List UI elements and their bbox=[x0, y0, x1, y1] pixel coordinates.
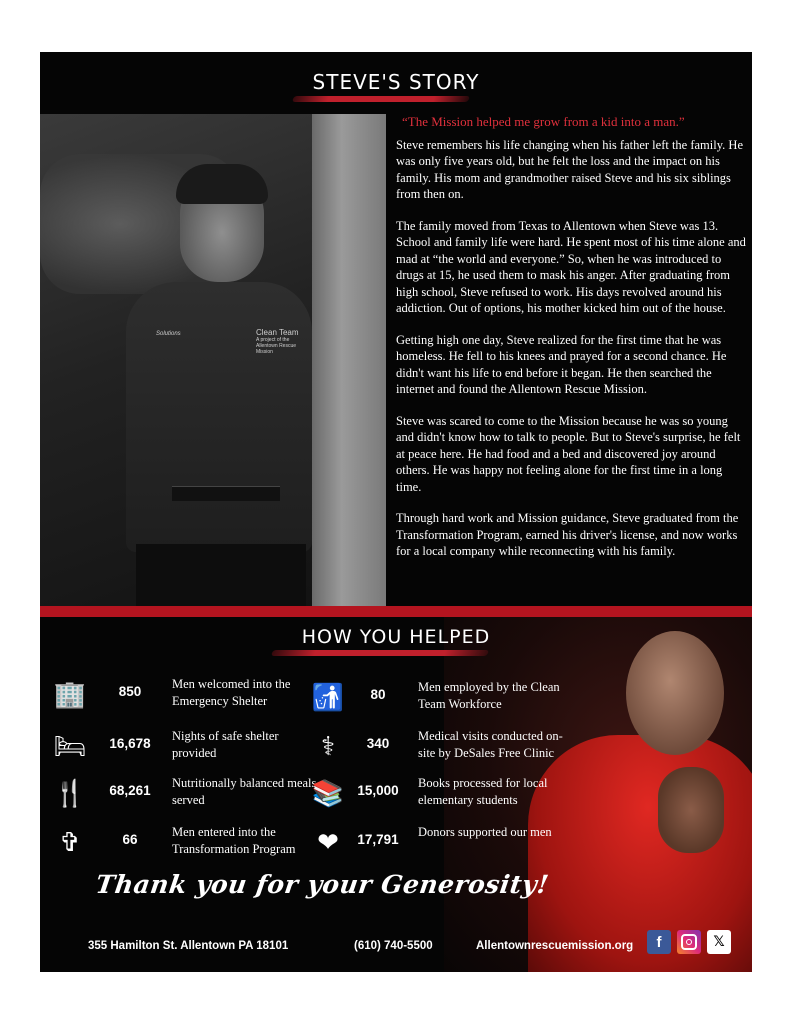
instagram-glyph bbox=[681, 934, 697, 950]
stat-description: Men employed by the Clean Team Workforce bbox=[418, 680, 560, 711]
facebook-icon[interactable]: f bbox=[647, 930, 671, 954]
stat-description: Men entered into the Transformation Program bbox=[172, 825, 296, 856]
instagram-icon[interactable] bbox=[677, 930, 701, 954]
stat-description: Men welcomed into the Emergency Shelter bbox=[172, 677, 291, 708]
bed-icon: 🛏 bbox=[53, 730, 87, 761]
stat-description: Donors supported our men bbox=[418, 825, 552, 839]
story-text bbox=[396, 114, 746, 575]
story-quote: “The Mission helped me grow from a kid into a man.” bbox=[402, 114, 685, 129]
story-paragraph: The family moved from Texas to Allentown when Steve was 13. School and family life were hard. He spent most of his time alone and mad at “the world and everyone.” So, when he was introduced to drugs at 15, he used them to mask his anger. After graduating from high school, Steve refused to work. His days revolved around his addiction. Out of options, his mother kicked him out of the house. bbox=[396, 218, 746, 315]
praying-hands bbox=[658, 767, 724, 853]
person-hair bbox=[176, 164, 268, 204]
thank-you-message: Thank you for your Generosity! bbox=[93, 870, 551, 899]
helped-underline bbox=[271, 650, 489, 656]
building-icon: 🏢 bbox=[53, 678, 87, 709]
phone-number[interactable]: (610) 740-5500 bbox=[354, 940, 433, 952]
title-underline bbox=[292, 96, 470, 102]
person-shirt bbox=[126, 282, 312, 552]
steve-photo bbox=[40, 114, 386, 606]
page-title: STEVE'S STORY bbox=[312, 70, 480, 94]
stat-number: 16,678 bbox=[109, 736, 151, 751]
stat-number: 17,791 bbox=[357, 832, 399, 847]
shirt-logo bbox=[256, 328, 312, 355]
utensils-icon: 🍴 bbox=[53, 777, 87, 808]
story-paragraph: Through hard work and Mission guidance, Steve graduated from the Transformation Program, earned his driver's license, and now works for a local company while reconnecting with his family. bbox=[396, 511, 739, 558]
stat-number: 340 bbox=[366, 736, 390, 751]
story-title-wrap bbox=[40, 70, 752, 94]
caduceus-icon: ⚕ bbox=[320, 730, 336, 761]
helped-title: HOW YOU HELPED bbox=[301, 626, 491, 648]
stat-number: 15,000 bbox=[357, 783, 399, 798]
stat-description: Books processed for local elementary students bbox=[418, 776, 548, 807]
books-icon: 📚 bbox=[311, 777, 345, 808]
belt bbox=[172, 486, 280, 501]
sleeve-logo: Solutions bbox=[156, 331, 181, 337]
flyer bbox=[40, 52, 752, 972]
address: 355 Hamilton St. Allentown PA 18101 bbox=[88, 940, 289, 952]
worker-trash-icon: 🚮 bbox=[311, 681, 345, 712]
story-paragraph: Getting high one day, Steve realized for the first time that he was homeless. He fell to his knees and prayed for a second chance. He didn't want his life to end before it began. He then searched the internet and found the Allentown Rescue Mission. bbox=[396, 332, 727, 396]
bible-icon: ✞ bbox=[59, 826, 81, 857]
pillar bbox=[312, 114, 386, 606]
red-divider bbox=[40, 606, 752, 617]
stat-number: 66 bbox=[122, 832, 138, 847]
person-pants bbox=[136, 544, 306, 606]
stat-description: Nutritionally balanced meals served bbox=[172, 776, 317, 807]
man-head bbox=[626, 631, 724, 755]
website-link[interactable]: Allentownrescuemission.org bbox=[476, 940, 634, 952]
stat-number: 80 bbox=[370, 687, 386, 702]
story-paragraph: Steve remembers his life changing when his father left the family. He was only five years old, but he felt the loss and the impact on his family. His mom and grandmother raised Steve and his six siblings from then on. bbox=[396, 137, 743, 201]
stat-description: Medical visits conducted on-site by DeSales Free Clinic bbox=[418, 729, 563, 760]
x-icon[interactable]: 𝕏 bbox=[707, 930, 731, 954]
shirt-logo-sub: A project of the Allentown Rescue Mission bbox=[256, 337, 297, 355]
shirt-logo-name: Clean Team bbox=[256, 328, 299, 337]
stat-description: Nights of safe shelter provided bbox=[172, 729, 279, 760]
heart-hand-icon: ❤ bbox=[317, 826, 339, 857]
stat-number: 68,261 bbox=[109, 783, 151, 798]
stat-number: 850 bbox=[118, 684, 142, 699]
story-paragraph: Steve was scared to come to the Mission because he was so young and didn't know how to talk to people. But to Steve's surprise, he felt at peace here. He had food and a bed and discovered joy around others. He was happy not feeling alone for the first time in a long time. bbox=[396, 413, 741, 494]
